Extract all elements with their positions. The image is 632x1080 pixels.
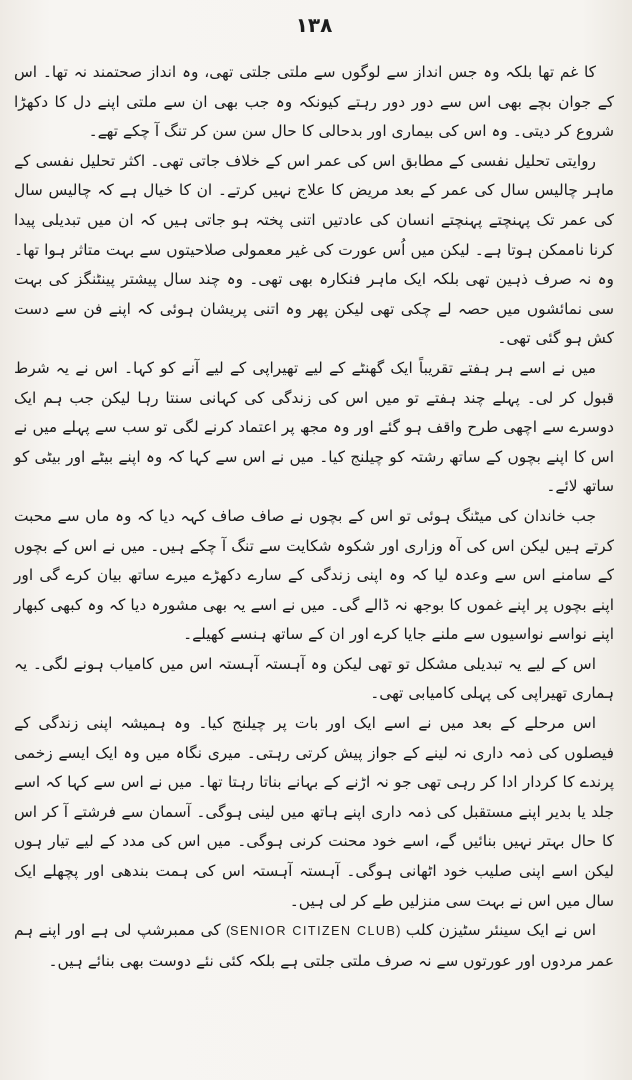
paragraph-4: جب خاندان کی میٹنگ ہوئی تو اس کے بچوں نے صاف صاف کہہ دیا کہ وہ ماں سے محبت کرتے ہیں لیکن اس کی آہ وزاری اور شکوہ شکایت سے تنگ آ چکے ہیں۔ میں نے اس کے بچوں کے سامنے اس سے وعدہ لیا کہ وہ اپنی زندگی کے سارے دکھڑے میرے ساتھ بیان کرے گی اور اپنے بچوں پر اپنے غموں کا بوجھ نہ ڈالے گی۔ میں نے اسے یہ بھی مشورہ دیا کہ وہ کبھی کبھار اپنے نواسے نواسیوں سے ملنے جایا کرے اور ان کے ساتھ ہنسے کھیلے۔ (14, 506, 614, 644)
paragraph-2: روایتی تحلیل نفسی کے مطابق اس کی عمر اس کے خلاف جاتی تھی۔ اکثر تحلیل نفسی کے ماہر چالیس سال کی عمر کے بعد مریض کا علاج نہیں کرتے۔ ان کا خیال ہے کہ چالیس سال کی عمر تک پہنچتے پہنچتے انسان کی عادتیں اتنی پختہ ہو جاتی ہیں کہ ان میں تبدیلی پیدا کرنا ناممکن ہوتا ہے۔ لیکن میں اُس عورت کی غیر معمولی صلاحیتوں سے بہت متاثر ہوا تھا۔ وہ نہ صرف ذہین تھی بلکہ ایک ماہر فنکارہ بھی تھی۔ وہ چند سال پیشتر پینٹنگز کی بہت سی نمائشوں میں حصہ لے چکی تھی لیکن پھر وہ اتنی پریشان ہوئی کہ اپنے فن سے دست کش ہو گئی تھی۔ (14, 151, 614, 348)
senior-citizen-club-latin: (SENIOR CITIZEN CLUB) (225, 924, 401, 939)
paragraph-3: میں نے اسے ہر ہفتے تقریباً ایک گھنٹے کے لیے تھیراپی کے لیے آنے کو کہا۔ اس نے یہ شرط قبول کر لی۔ پہلے چند ہفتے تو میں اس کی زندگی کی کہانی سنتا رہا لیکن جب ہم ایک دوسرے سے اچھی طرح واقف ہو گئے اور وہ مجھ پر اعتماد کرنے لگی تو سب سے پہلے میں نے اس کا اپنے بچوں کے ساتھ رشتہ کو چیلنج کیا۔ میں نے اس سے کہا کہ وہ اپنے بیٹے اور بیٹی کو ساتھ لائے۔ (14, 358, 614, 496)
paragraph-7-end: کی ممبرشپ لی ہے اور اپنے ہم عمر مردوں اور عورتوں سے نہ صرف ملتی جلتی ہے بلکہ کئی نئے دوست بھی بنائے ہیں۔ (14, 921, 614, 970)
paragraph-7 (14, 916, 614, 976)
page-number: ١٣٨ (295, 13, 333, 37)
paragraph-1: کا غم تھا بلکہ وہ جس انداز سے لوگوں سے ملتی جلتی تھی، وہ انداز صحتمند نہ تھا۔ اس کے جوان بچے بھی اس سے دور دور رہتے کیونکہ وہ جب بھی ان سے ملتی اپنے دل کا دکھڑا شروع کر دیتی۔ وہ اس کی بیماری اور بدحالی کا حال سن سن کر تنگ آ چکے تھے۔ (14, 63, 614, 141)
paragraph-6: اس مرحلے کے بعد میں نے اسے ایک اور بات پر چیلنج کیا۔ وہ ہمیشہ اپنی زندگی کے فیصلوں کی ذمہ داری نہ لینے کے جواز پیش کرتی رہتی۔ میری نگاہ میں وہ ایک ایسے زخمی پرندے کا کردار ادا کر رہی تھی جو نہ اڑنے کے بہانے بناتا رہتا تھا۔ میں نے اس سے کہا کہ اسے جلد یا بدیر اپنے مستقبل کی ذمہ داری اپنے ہاتھ میں لینی ہوگی۔ آسمان سے فرشتے آ کر اس کا حال بہتر نہیں بنائیں گے، اسے خود محنت کرنی ہوگی۔ میں اس کی مدد کے لیے تیار ہوں لیکن اسے اپنی صلیب خود اٹھانی ہوگی۔ آہستہ آہستہ اس کی ہمت بندھی اور پچھلے ایک سال میں اس نے بہت سی منزلیں طے کر لی ہیں۔ (14, 714, 614, 910)
paragraph-7-start: اس نے ایک سینئر سٹیزن کلب (400, 921, 596, 940)
paragraph-5: اس کے لیے یہ تبدیلی مشکل تو تھی لیکن وہ آہستہ آہستہ اس میں کامیاب ہونے لگی۔ یہ ہماری تھیراپی کی پہلی کامیابی تھی۔ (14, 654, 614, 703)
body-text (14, 58, 614, 976)
